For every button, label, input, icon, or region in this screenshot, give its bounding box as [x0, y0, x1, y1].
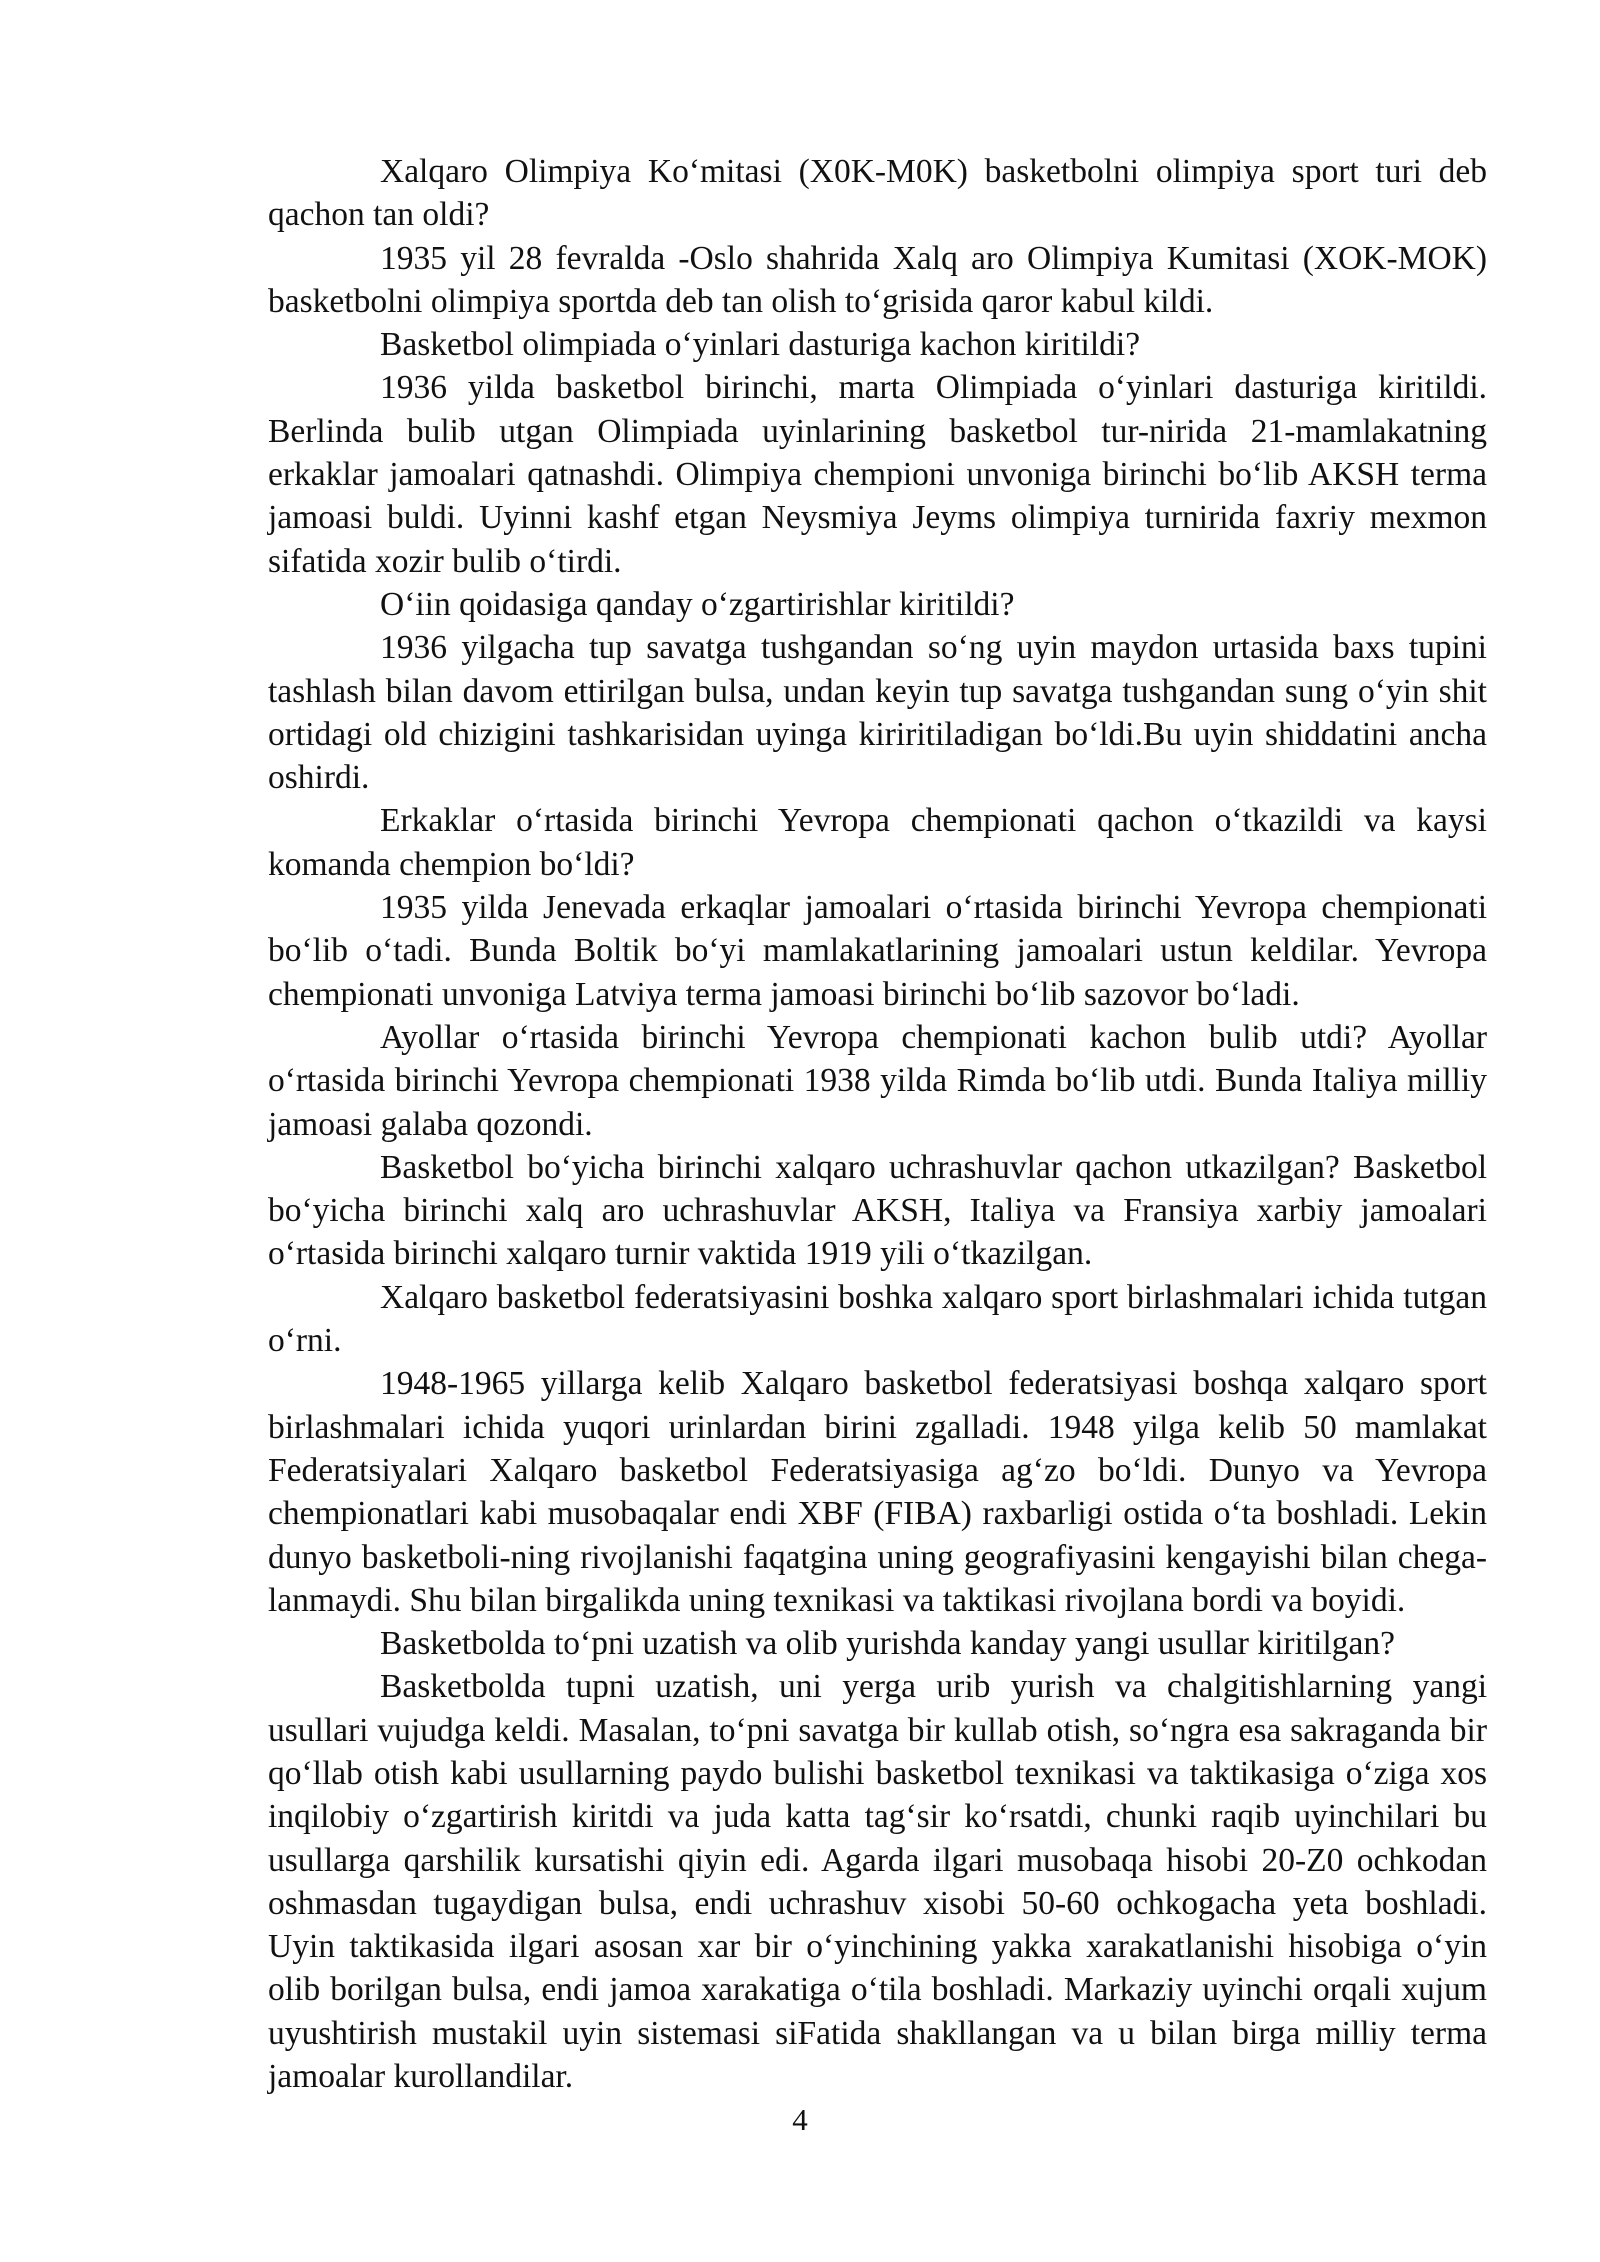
paragraph-first-international-meetings: Basketbol bo‘yicha birinchi xalqaro uchrashuvlar qachon utkazilgan? Basketbol bo‘yicha birinchi xalq aro uchrashuvlar AKSH, Italiya va Fransiya xarbiy jamoalari o‘rtasida birinchi xalqaro turnir vaktida 1919 yili o‘tkazilgan. [268, 1148, 1487, 1273]
paragraph-answer-men-european-championship: 1935 yilda Jenevada erkaqlar jamoalari o‘rtasida birinchi Yevropa chempionati bo‘lib o‘tadi. Bunda Boltik bo‘yi mamlakatlarining jamoalari ustun keldilar. Yevropa chempionati unvoniga Latviya terma jamoasi birinchi bo‘lib sazovor bo‘ladi. [268, 889, 1487, 1013]
body-text [268, 150, 1487, 2098]
paragraph-answer-federation-role: 1948-1965 yillarga kelib Xalqaro basketbol federatsiyasi boshqa xalqaro sport birlashmalari ichida yuqori urinlardan birini zgalladi. 1948 yilga kelib 50 mamlakat Federatsiyalari Xalqaro basketbol Federatsiyasiga ag‘zo bo‘ldi. Dunyo va Yevropa chempionatlari kabi musobaqalar endi XBF (FIBA) raxbarligi ostida o‘ta boshladi. Lekin dunyo basketboli-ning rivojlanishi faqatgina uning geografiyasini kengayishi bilan chega-lanmaydi. Shu bilan birgalikda uning texnikasi va taktikasi rivojlana bordi va boyidi. [268, 1365, 1487, 1619]
page-number: 4 [792, 2102, 808, 2137]
paragraph-answer-passing-methods: Basketbolda tupni uzatish, uni yerga urib yurish va chalgitishlarning yangi usullari vujudga keldi. Masalan, to‘pni savatga bir kullab otish, so‘ngra esa sakraganda bir qo‘llab otish kabi usullarning paydo bulishi basketbol texnikasi va taktikasiga o‘ziga xos inqilobiy o‘zgartirish kiritdi va juda katta tag‘sir ko‘rsatdi, chunki raqib uyinchilari bu usullarga qarshilik kursatishi qiyin edi. Agarda ilgari musobaqa hisobi 20-Z0 ochkodan oshmasdan tugaydigan bulsa, endi uchrashuv xisobi 50-60 ochkogacha yeta boshladi. Uyin taktikasida ilgari asosan xar bir o‘yinchining yakka xarakatlanishi hisobiga o‘yin olib borilgan bulsa, endi jamoa xarakatiga o‘tila boshladi. Markaziy uyinchi orqali xujum uyushtirish mustakil uyin sistemasi siFatida shakllangan va u bilan birga milliy terma jamoalar kurollandilar. [268, 1668, 1487, 2096]
paragraph-answer-rule-changes: 1936 yilgacha tup savatga tushgandan so‘ng uyin maydon urtasida baxs tupini tashlash bilan davom ettirilgan bulsa, undan keyin tup savatga tushgandan sung o‘yin shit ortidagi old chizigini tashkarisidan uyinga kiriritiladigan bo‘ldi.Bu uyin shiddatini ancha oshirdi. [268, 629, 1487, 797]
paragraph-answer-olympic-program: 1936 yilda basketbol birinchi, marta Olimpiada o‘yinlari dasturiga kiritildi. Berlinda bulib utgan Olimpiada uyinlarining basketbol tur-nirida 21-mamlakatning erkaklar jamoalari qatnashdi. Olimpiya chempioni unvoniga birinchi bo‘lib AKSH terma jamoasi buldi. Uyinni kashf etgan Neysmiya Jeyms olimpiya turnirida faxriy mexmon sifatida xozir bulib o‘tirdi. [268, 369, 1487, 580]
paragraph-question-olympic-recognition: Xalqaro Olimpiya Ko‘mitasi (X0K-M0K) basketbolni olimpiya sport turi deb qachon tan oldi? [268, 153, 1487, 234]
paragraph-question-passing-methods: Basketbolda to‘pni uzatish va olib yurishda kanday yangi usullar kiritilgan? [380, 1625, 1396, 1663]
paragraph-question-federation-role: Xalqaro basketbol federatsiyasini boshka xalqaro sport birlashmalari ichida tutgan o‘rni. [268, 1278, 1487, 1360]
paragraph-question-rule-changes: O‘iin qoidasiga qanday o‘zgartirishlar kiritildi? [380, 585, 1015, 623]
paragraph-women-european-championship: Ayollar o‘rtasida birinchi Yevropa chempionati kachon bulib utdi? Ayollar o‘rtasida birinchi Yevropa chempionati 1938 yilda Rimda bo‘lib utdi. Bunda Italiya milliy jamoasi galaba qozondi. [268, 1018, 1487, 1143]
paragraph-question-olympic-program: Basketbol olimpiada o‘yinlari dasturiga kachon kiritildi? [380, 326, 1141, 364]
paragraph-question-men-european-championship: Erkaklar o‘rtasida birinchi Yevropa chempionati qachon o‘tkazildi va kaysi komanda chempion bo‘ldi? [268, 802, 1487, 883]
paragraph-answer-olympic-recognition: 1935 yil 28 fevralda -Oslo shahrida Xalq aro Olimpiya Kumitasi (XOK-MOK) basketbolni olimpiya sportda deb tan olish to‘grisida qaror kabul kildi. [268, 239, 1487, 320]
